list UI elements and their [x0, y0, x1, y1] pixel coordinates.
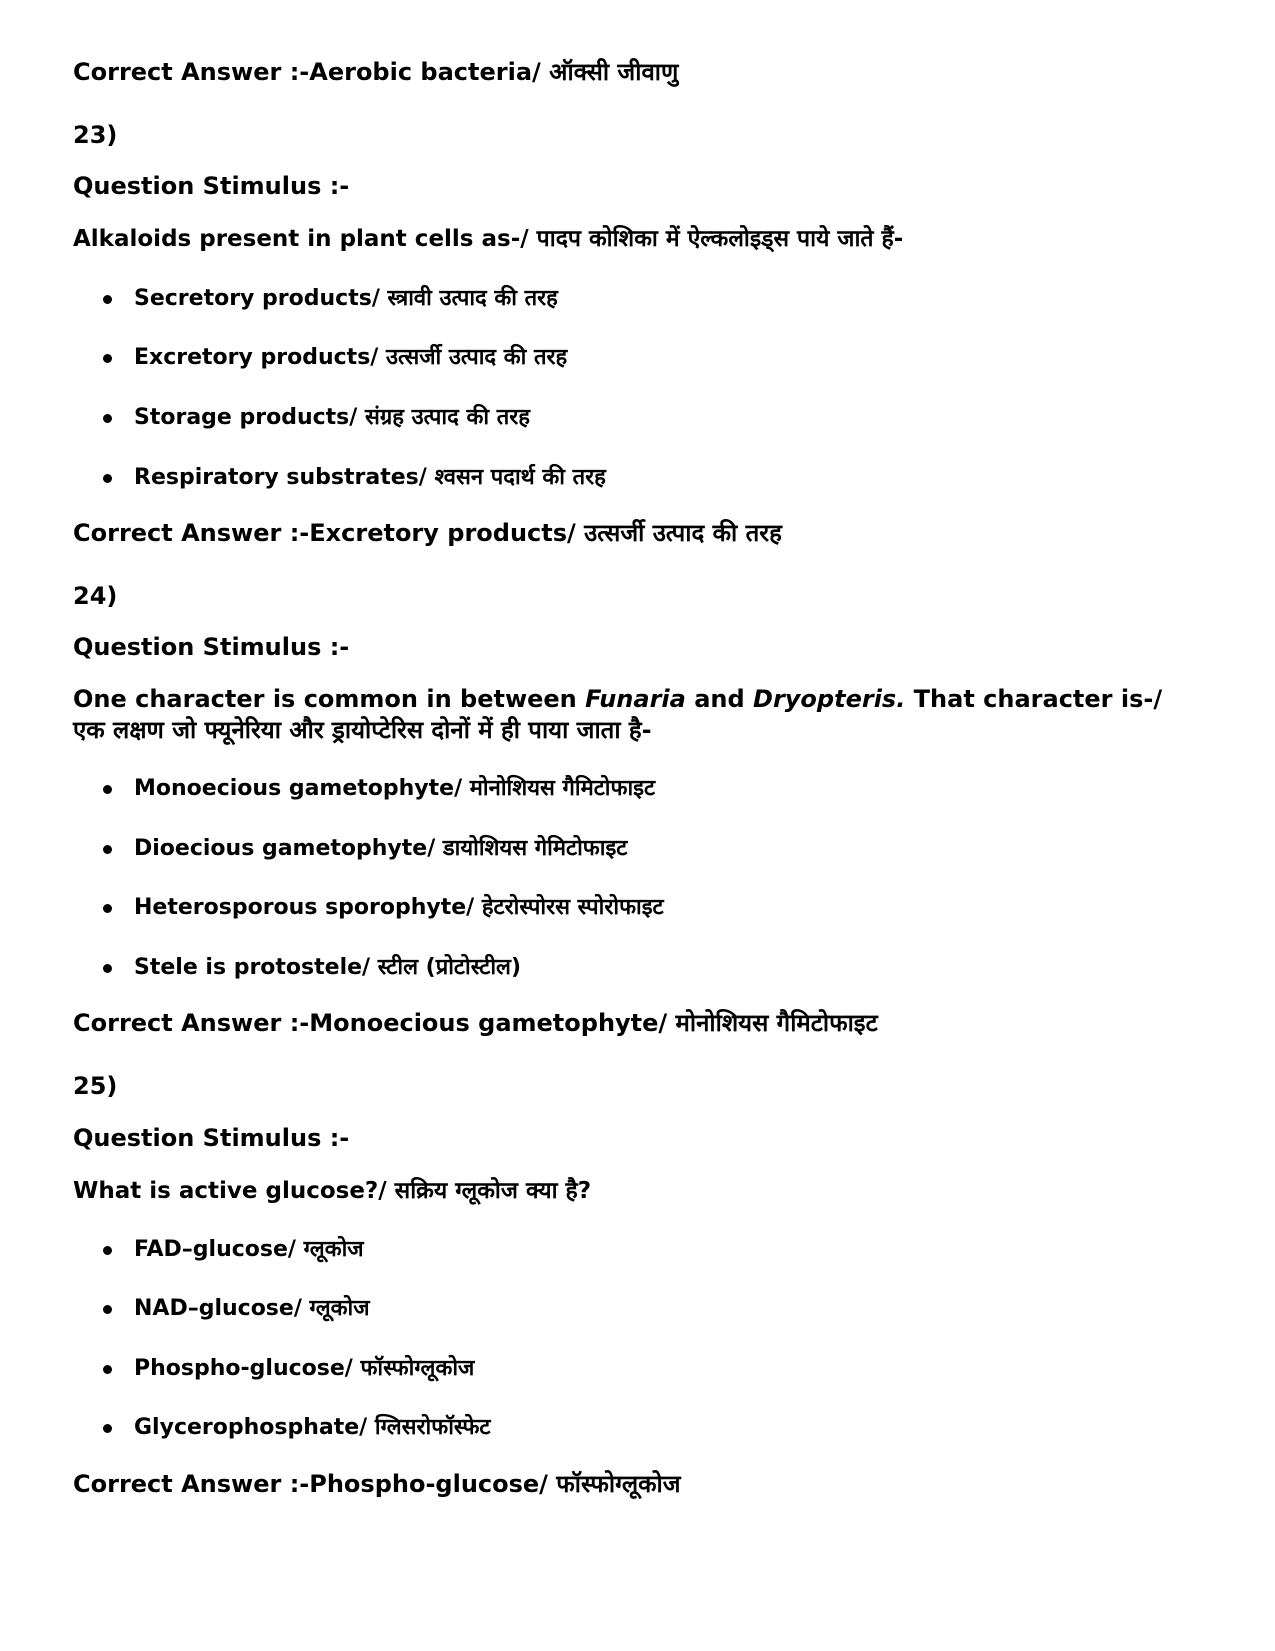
bullet-icon: [103, 845, 112, 854]
option-label: Glycerophosphate/ ग्लिसरोफॉस्फेट: [134, 1415, 491, 1440]
question-stimulus-label-24: Question Stimulus :-: [73, 633, 350, 661]
question-number-23: 23): [73, 121, 118, 149]
bullet-icon: [103, 1424, 112, 1433]
question-stimulus-label-23: Question Stimulus :-: [73, 172, 350, 200]
option-label: Stele is protostele/ स्टील (प्रोटोस्टील): [134, 955, 522, 980]
stem-italic-dryopteris: Dryopteris.: [753, 685, 906, 713]
question-stem-24: [73, 684, 1193, 746]
bullet-icon: [103, 1365, 112, 1374]
stem-text: and: [685, 685, 754, 713]
question-stem-25: What is active glucose?/ सक्रिय ग्लूकोज क्या है?: [73, 1178, 592, 1204]
option-label: Excretory products/ उत्सर्जी उत्पाद की तरह: [134, 345, 568, 370]
question-number-24: 24): [73, 582, 118, 610]
question-stimulus-label-25: Question Stimulus :-: [73, 1124, 350, 1152]
stem-text: One character is common in between: [73, 685, 586, 713]
stem-text: That character is-/एक लक्षण जो फ्यूनेरिया और ड्रायोप्टेरिस दोनों में ही पाया जाता है-: [73, 685, 1163, 744]
option-label: Phospho-glucose/ फॉस्फोग्लूकोज: [134, 1356, 475, 1381]
correct-answer-24: Correct Answer :-Monoecious gametophyte/ मोनोशियस गैमिटोफाइट: [73, 1009, 878, 1037]
bullet-icon: [103, 964, 112, 973]
option-label: Respiratory substrates/ श्वसन पदार्थ की तरह: [134, 465, 606, 490]
question-stem-23: Alkaloids present in plant cells as-/ पादप कोशिका में ऐल्कलोइड्स पाये जाते हैं-: [73, 226, 904, 252]
correct-answer-25: Correct Answer :-Phospho-glucose/ फॉस्फोग्लूकोज: [73, 1470, 681, 1498]
option-label: NAD–glucose/ ग्लूकोज: [134, 1296, 370, 1321]
bullet-icon: [103, 785, 112, 794]
option-label: Monoecious gametophyte/ मोनोशियस गैमिटोफाइट: [134, 776, 656, 801]
option-label: FAD–glucose/ ग्लूकोज: [134, 1237, 364, 1262]
correct-answer-23: Correct Answer :-Excretory products/ उत्सर्जी उत्पाद की तरह: [73, 519, 782, 547]
bullet-icon: [103, 414, 112, 423]
option-label: Secretory products/ स्त्रावी उत्पाद की तरह: [134, 286, 558, 311]
bullet-icon: [103, 1246, 112, 1255]
bullet-icon: [103, 354, 112, 363]
bullet-icon: [103, 474, 112, 483]
bullet-icon: [103, 295, 112, 304]
question-number-25: 25): [73, 1072, 118, 1100]
correct-answer-previous: Correct Answer :-Aerobic bacteria/ ऑक्सी जीवाणु: [73, 58, 679, 86]
option-label: Storage products/ संग्रह उत्पाद की तरह: [134, 405, 530, 430]
bullet-icon: [103, 904, 112, 913]
stem-italic-funaria: Funaria: [585, 685, 686, 713]
bullet-icon: [103, 1305, 112, 1314]
option-label: Dioecious gametophyte/ डायोशियस गेमिटोफाइट: [134, 836, 628, 861]
option-label: Heterosporous sporophyte/ हेटरोस्पोरस स्पोरोफाइट: [134, 895, 664, 920]
